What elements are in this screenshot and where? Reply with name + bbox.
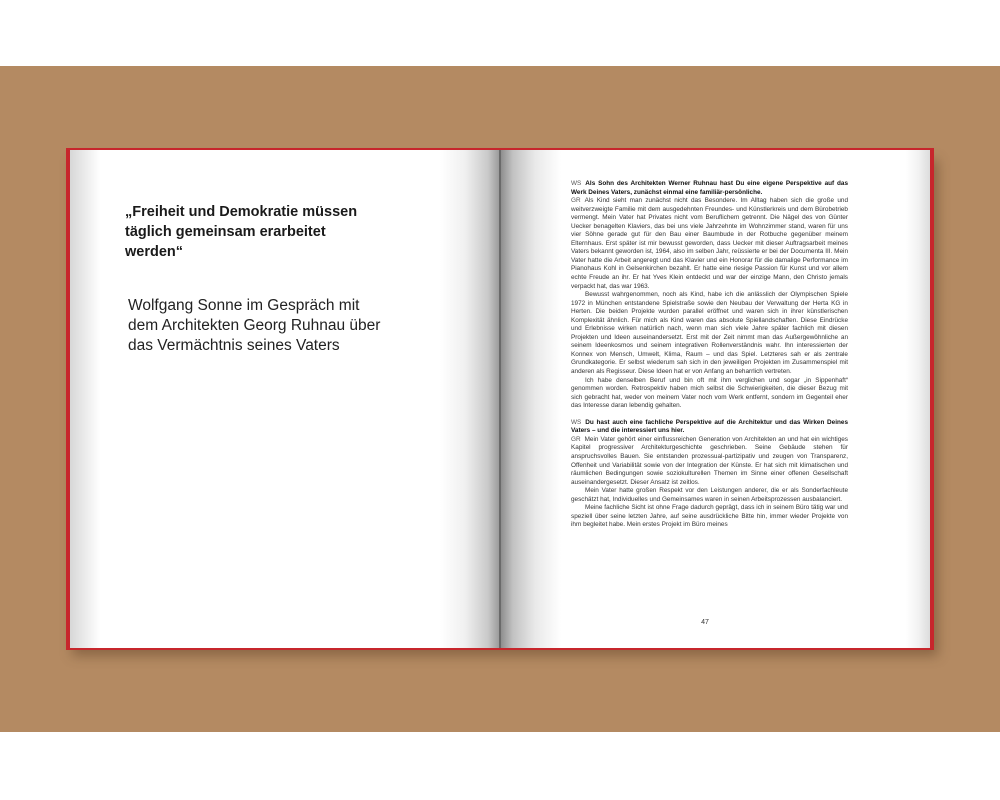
answer-1-paragraph — [571, 197, 848, 291]
answer-text: Mein Vater gehört einer einflussreichen Generation von Architekten an und hat ein wichtiges Kapitel progressiver Architekturgeschichte geschrieben. Seine Gebäude stehen für anspruchsvolles Bauen. Sie entstanden prozessual-partizipativ und zeugen von Transparenz, Offenheit und Variabilität sowie von der Integration der Künste. Er hat sich mit klimatischen und räumlichen Bedingungen sowie soziokulturellen Themen im Sinne einer offenen Gesellschaft auseinandergesetzt. Dieser Ansatz ist zeitlos. — [571, 435, 848, 486]
speaker-marker: GR — [571, 435, 581, 443]
question-text: Du hast auch eine fachliche Perspektive auf die Architektur und das Wirken Deines Vaters – und die interessiert uns hier. — [571, 418, 848, 435]
answer-2-paragraph: Meine fachliche Sicht ist ohne Frage dadurch geprägt, dass ich in seinem Büro tätig war und speziell über seine letzten Jahre, auf seine ausdrückliche Bitte hin, immer wieder Projekte von ihm begleitet habe. Mein erstes Projekt im Büro meines — [571, 504, 848, 529]
speaker-marker: GR — [571, 197, 581, 205]
question-2 — [571, 419, 848, 436]
answer-2-paragraph — [571, 436, 848, 487]
article-subtitle: Wolfgang Sonne im Gespräch mit dem Architekten Georg Ruhnau über das Vermächtnis seines Vaters — [128, 297, 381, 354]
question-text: Als Sohn des Architekten Werner Ruhnau hast Du eine eigene Perspektive auf das Werk Deines Vaters, zunächst einmal eine familiär-persönliche. — [571, 180, 848, 196]
section-gap — [571, 411, 848, 419]
answer-1-paragraph: Bewusst wahrgenommen, noch als Kind, habe ich die anlässlich der Olympischen Spiele 1972 in München entstandene Spielstraße sowie den Neubau der Verwaltung der Herta KG in Herten. Die beiden Projekte wurden parallel eröffnet und waren sich in ihrer künstlerischen Komplexität ähnlich. Für mich als Kind waren das absolute Spiellandschaften. Diese Eindrücke und Erlebnisse wirken natürlich nach, wenn man sich viele Jahre später fachlich mit diesen Projekten und Ideen auseinandersetzt. Erst mit der Zeit nimmt man das Außergewöhnliche an seinem Ideenkosmos und seinem integrativen Rollenverständnis wahr. Ihn interessierten der Konnex von Mensch, Umwelt, Klima, Raum – und das Spiel. Letzteres sah er als zentrale Grundkategorie. Er selbst wiederum sah sich in den jeweiligen Projekten im Zusammenspiel mit anderen als Regisseur. Diese Ideen hat er von Anfang an beharrlich vertreten. — [571, 291, 848, 376]
answer-2-paragraph: Mein Vater hatte großen Respekt vor den Leistungen anderer, die er als Sonderfachleute geschätzt hat, Individuelles und Gemeinsames waren in seinen Arbeitsprozessen ausbalanciert. — [571, 487, 848, 503]
answer-text: Als Kind sieht man zunächst nicht das Besondere. Im Alltag haben sich die große und weitverzweigte Familie mit dem ausgedehnten Freundes- und Künstlerkreis und dem Bürobetrieb vermengt. Mein Vater hat Privates nicht vom Beruflichem getrennt. Die Nägel des von Günter Uecker benagelten Klaviers, das bei uns viele Jahrzehnte im Wohnzimmer stand, waren für uns vier Söhne gerade gut für den Bau einer Baumbude in der Rotbuche gegenüber meinem Elternhaus. Erst später ist mir bewusst geworden, dass Uecker mit dieser Auftragsarbeit meines Vaters bekannt geworden ist, 1964, also im selben Jahr, reüssierte er bei der Documenta III. Mein Vater hatte die Arbeit angeregt und das Klavier und ein Honorar für die damalige Performance im Pianohaus Kohl in Gelsenkirchen bezahlt. Er hatte eine riesige Passion für Kunst und vor allem echte Freude an ihr. Er hat Yves Klein entdeckt und war der einzige Mann, den Christo jemals verpackt hat, das war 1963. — [571, 197, 848, 290]
interview-body — [571, 180, 848, 530]
answer-1-paragraph: Ich habe denselben Beruf und bin oft mit ihm verglichen und sogar „in Sippenhaft“ genommen worden. Retrospektiv haben mich selbst die Schwierigkeiten, die dieser Bezug mit sich gebracht hat, weder von meinem Vater noch vom Werk entfernt, sondern im Gegenteil eher das Interesse daran lebendig gehalten. — [571, 376, 848, 410]
speaker-marker: WS — [571, 180, 582, 187]
speaker-marker: WS — [571, 418, 582, 426]
headline-quote: „Freiheit und Demokratie müssen täglich gemeinsam erarbeitet werden“ — [125, 204, 358, 260]
question-1 — [571, 180, 848, 197]
page-number: 47 — [701, 619, 709, 626]
